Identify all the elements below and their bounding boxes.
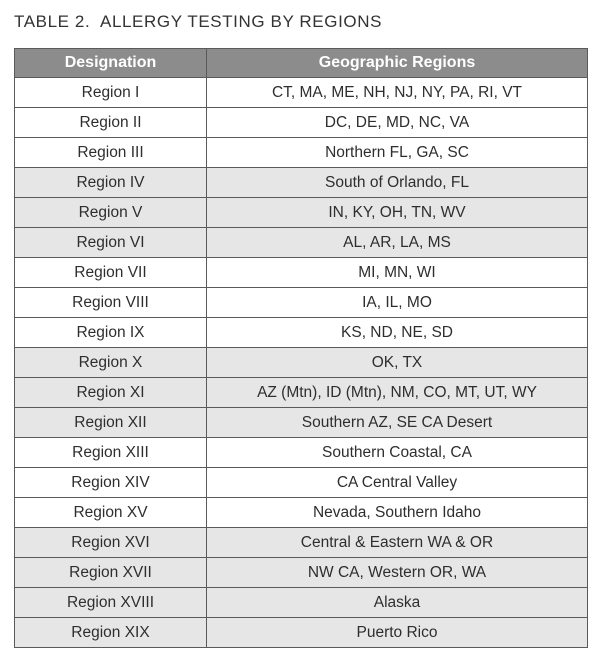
table-row — [15, 78, 588, 108]
geographic-regions-cell: CA Central Valley — [207, 468, 588, 498]
table-row — [15, 348, 588, 378]
geographic-regions-cell: Northern FL, GA, SC — [207, 138, 588, 168]
table-row — [15, 288, 588, 318]
table-row — [15, 438, 588, 468]
geographic-regions-cell: OK, TX — [207, 348, 588, 378]
table-row — [15, 318, 588, 348]
geographic-regions-cell: Puerto Rico — [207, 618, 588, 648]
designation-cell: Region XVII — [15, 558, 207, 588]
geographic-regions-cell: Southern AZ, SE CA Desert — [207, 408, 588, 438]
geographic-regions-cell: Southern Coastal, CA — [207, 438, 588, 468]
table-row — [15, 588, 588, 618]
table-row — [15, 528, 588, 558]
geographic-regions-cell: AL, AR, LA, MS — [207, 228, 588, 258]
designation-cell: Region XV — [15, 498, 207, 528]
table-row — [15, 408, 588, 438]
geographic-regions-cell: CT, MA, ME, NH, NJ, NY, PA, RI, VT — [207, 78, 588, 108]
geographic-regions-cell: DC, DE, MD, NC, VA — [207, 108, 588, 138]
designation-cell: Region XVIII — [15, 588, 207, 618]
table-row — [15, 618, 588, 648]
designation-cell: Region XIV — [15, 468, 207, 498]
geographic-regions-cell: South of Orlando, FL — [207, 168, 588, 198]
geographic-regions-cell: IN, KY, OH, TN, WV — [207, 198, 588, 228]
table-title: TABLE 2. ALLERGY TESTING BY REGIONS — [14, 12, 383, 31]
designation-cell: Region IV — [15, 168, 207, 198]
regions-table — [14, 48, 588, 648]
table-row — [15, 258, 588, 288]
designation-cell: Region VII — [15, 258, 207, 288]
table-row — [15, 228, 588, 258]
geographic-regions-cell: NW CA, Western OR, WA — [207, 558, 588, 588]
table-row — [15, 558, 588, 588]
designation-cell: Region III — [15, 138, 207, 168]
table-row — [15, 138, 588, 168]
designation-cell: Region V — [15, 198, 207, 228]
table-row — [15, 378, 588, 408]
header-geographic-regions: Geographic Regions — [207, 49, 588, 78]
table-row — [15, 108, 588, 138]
geographic-regions-cell: Central & Eastern WA & OR — [207, 528, 588, 558]
designation-cell: Region II — [15, 108, 207, 138]
table-row — [15, 498, 588, 528]
geographic-regions-cell: IA, IL, MO — [207, 288, 588, 318]
designation-cell: Region XIX — [15, 618, 207, 648]
table-row — [15, 168, 588, 198]
geographic-regions-cell: MI, MN, WI — [207, 258, 588, 288]
designation-cell: Region XII — [15, 408, 207, 438]
designation-cell: Region I — [15, 78, 207, 108]
table-row — [15, 198, 588, 228]
header-designation: Designation — [15, 49, 207, 78]
geographic-regions-cell: Alaska — [207, 588, 588, 618]
designation-cell: Region XI — [15, 378, 207, 408]
designation-cell: Region X — [15, 348, 207, 378]
designation-cell: Region VI — [15, 228, 207, 258]
designation-cell: Region XIII — [15, 438, 207, 468]
table-row — [15, 468, 588, 498]
designation-cell: Region IX — [15, 318, 207, 348]
geographic-regions-cell: KS, ND, NE, SD — [207, 318, 588, 348]
geographic-regions-cell: Nevada, Southern Idaho — [207, 498, 588, 528]
designation-cell: Region VIII — [15, 288, 207, 318]
table-body — [15, 78, 588, 648]
geographic-regions-cell: AZ (Mtn), ID (Mtn), NM, CO, MT, UT, WY — [207, 378, 588, 408]
table-header-row — [15, 49, 588, 78]
designation-cell: Region XVI — [15, 528, 207, 558]
